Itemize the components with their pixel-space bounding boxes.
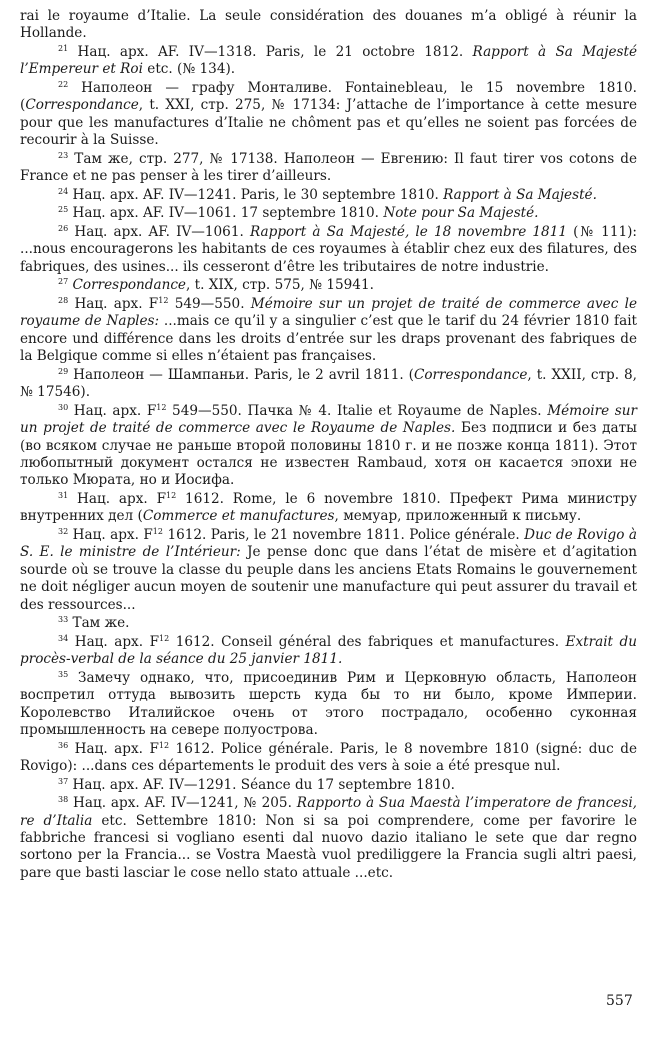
footnote-text: Нац. арх. F [68,740,159,757]
footnote-marker: 29 [58,366,69,376]
footnote [20,277,637,294]
footnote-text: , t. XXI, стр. 275, № 17134: J’attache de l’importance à cette mesure pour que les manufactures d’Italie ne chôment pas et qu’elles ne soient pas forcées de recourir à la Suisse. [20,97,637,149]
footnote [20,634,637,669]
footnote-text: Нац. арх. AF. IV—1318. Paris, le 21 octobre 1812. [68,44,473,60]
footnote [20,615,637,632]
footnote-marker: 21 [58,44,69,53]
footnote-text: Там же, стр. 277, № 17138. Наполеон — Евгению: Il faut tirer vos cotons de France et ne pas penser à les tirer d’ailleurs. [20,150,637,185]
page-number: 557 [606,993,633,1009]
footnote-text: Нац. арх. AF. IV—1061. 17 septembre 1810. [68,205,384,222]
footnote-marker: 12 [158,296,169,305]
footnote-text: ...mais ce qu’il y a singulier c’est que le tarif du 24 février 1810 fait encore und différence dans les droits d’entrée sur les draps provenant des fabriques de la Belgique comme si elles n’étaient pas françaises. [20,313,638,365]
footnote-text: Нац. арх. F [68,491,166,508]
footnote-text: 1612. Conseil général des fabriques et manufactures. [169,633,566,650]
footnote-italic-text: Correspondance [25,97,139,114]
footnote-text: 1612. Rome, le 6 novembre 1810. Префект Рима министру внутренних дел ( [20,491,637,525]
footnote [20,741,637,776]
page [20,8,637,883]
footnote [20,205,637,222]
footnote [20,670,637,740]
footnote-italic-text: Correspondance [413,366,528,383]
footnote-text: 1612. Paris, le 21 novembre 1811. Police générale. [162,527,525,544]
footnote-text: Нац. арх. F [68,402,157,419]
footnote-text: Нац. арх. F [68,527,153,544]
footnote-marker: 12 [159,633,170,643]
footnote-text: Там же. [68,615,130,632]
footnote-marker: 22 [58,80,69,89]
footnote-italic-text: Extrait du procès-verbal de la séance du 25 janvier 1811. [20,633,637,668]
footnote [20,296,637,366]
footnote-italic-text: Mémoire sur un projet de traité de commerce avec le Royaume de Naples. [20,402,637,437]
footnote-marker: 37 [58,776,69,786]
footnote-text: Je pense donc que dans l’état de misère et d’agitation sourde où se trouve la classe du peuple dans les anciens Etats Romains le gouvernement ne doit négliger aucun moyen de soutenir une manufacture qui peut assurer du travail et des ressources... [20,544,637,613]
footnote [20,367,637,402]
footnote-text: (№ 111): ...nous encouragerons les habitants de ces royaumes à établir chez eux des filatures, des fabriques, des usines... ils cesseront d’être les tributaires de notre industrie. [20,224,638,275]
footnote-marker: 26 [58,224,69,233]
footnote-text: Нац. арх. AF. IV—1241, № 205. [68,795,297,812]
footnote-italic-text: Commerce et manufactures [142,508,335,525]
footnote [20,8,637,43]
footnote-marker: 32 [58,527,69,537]
footnote-text: Нац. арх. AF. IV—1241. Paris, le 30 septembre 1810. [68,186,444,203]
footnote [20,491,637,526]
footnote-marker: 38 [58,795,69,805]
footnote-italic-text: Duc de Rovigo à S. E. le ministre de l’Intérieur: [20,527,637,561]
footnote-marker: 36 [58,740,69,750]
footnote-text: etc. (№ 134). [142,61,236,78]
footnote-marker: 33 [58,615,69,625]
footnote-text: Замечу однако, что, присоединив Рим и Церковную область, Наполеон воспретил оттуда вывозить шерсть куда бы то ни было, кроме Империи. Королевство Италийское очень от этого пострадало, особенно суконная промышленность на севере полуострова. [20,669,637,739]
footnote [20,224,637,276]
footnote-marker: 12 [158,740,170,750]
footnote-italic-text: Rapport à Sa Majesté. [443,186,597,203]
footnote-marker: 12 [152,527,163,537]
footnote-marker: 34 [58,633,69,643]
footnote [20,80,637,150]
footnote-italic-text: Rapport à Sa Majesté, le 18 novembre 1811 [249,224,567,240]
footnote [20,527,637,614]
footnote [20,403,637,490]
footnote-marker: 12 [166,491,177,501]
footnote-italic-text: Correspondance [72,277,186,294]
footnote-text: 549—550. Пачка № 4. Italie et Royaume de Naples. [166,402,548,419]
footnote-text: 1612. Police générale. Paris, le 8 novembre 1810 (signé: duc de Rovigo): ...dans ces départements le produit des vers à soie a été presque nul. [20,740,637,775]
footnote-italic-text: Rapport à Sa Majesté l’Empereur et Roi [20,44,637,78]
footnote-marker: 35 [58,669,69,679]
footnote-marker: 27 [58,277,69,287]
footnote-italic-text: Rapporto à Sua Maestà l’imperatore de francesi, re d’Italia [20,795,637,829]
footnote [20,187,637,204]
footnote [20,151,637,186]
footnote-marker: 25 [58,205,69,215]
footnote-text: Наполеон — графу Монталиве. Fontainebleau, le 15 novembre 1810. ( [20,80,637,114]
footnote-marker: 12 [156,402,167,412]
footnote-text: , t. XXII, стр. 8, № 17546). [20,366,637,401]
footnote [20,795,637,882]
footnote-italic-text: Note pour Sa Majesté. [383,205,539,222]
footnote [20,777,637,794]
footnote-text: etc. Settembre 1810: Non si sa poi comprendere, come per favorire le fabbriche francesi si vogliano esenti dal nuovo dazio italiano le sete que dar regno sortono per la Francia... se Vostra Maestà vuol prediliggere la Francia sugli altri paesi, pare que basti lasciar le cose nello stato attuale ...etc. [20,812,637,881]
footnote-text: Нац. арх. AF. IV—1291. Séance du 17 septembre 1810. [68,776,455,793]
footnote-text: , мемуар, приложенный к письму. [334,508,582,525]
footnote-marker: 31 [58,491,69,501]
footnote-italic-text: Mémoire sur un projet de traité de commerce avec le royaume de Naples: [20,296,637,330]
footnote-text: Нац. арх. F [68,296,159,312]
footnote [20,44,637,79]
footnote-text: rai le royaume d’Italie. La seule considération des douanes m’a obligé à réunir la Hollande. [20,8,637,42]
footnote-marker: 30 [58,402,69,412]
footnote-marker: 24 [58,186,69,196]
footnote-text: Нац. арх. F [68,633,159,650]
footnote-text: Наполеон — Шампаньи. Paris, le 2 avril 1811. ( [68,366,414,383]
footnote-text: Нац. арх. AF. IV—1061. [68,224,250,240]
footnote-marker: 23 [58,150,69,160]
footnote-text: Без подписи и без даты (во всяком случае не раньше второй половины 1810 г. и не позже конца 1811). Этот любопытный документ остался не известен Rambaud, хотя он касается эпохи не только Мюрата, но и Иосифа. [20,420,638,489]
footnote-marker: 28 [58,296,69,305]
footnote-text: 549—550. [168,296,251,312]
footnote-text: , t. XIX, стр. 575, № 15941. [185,277,374,294]
